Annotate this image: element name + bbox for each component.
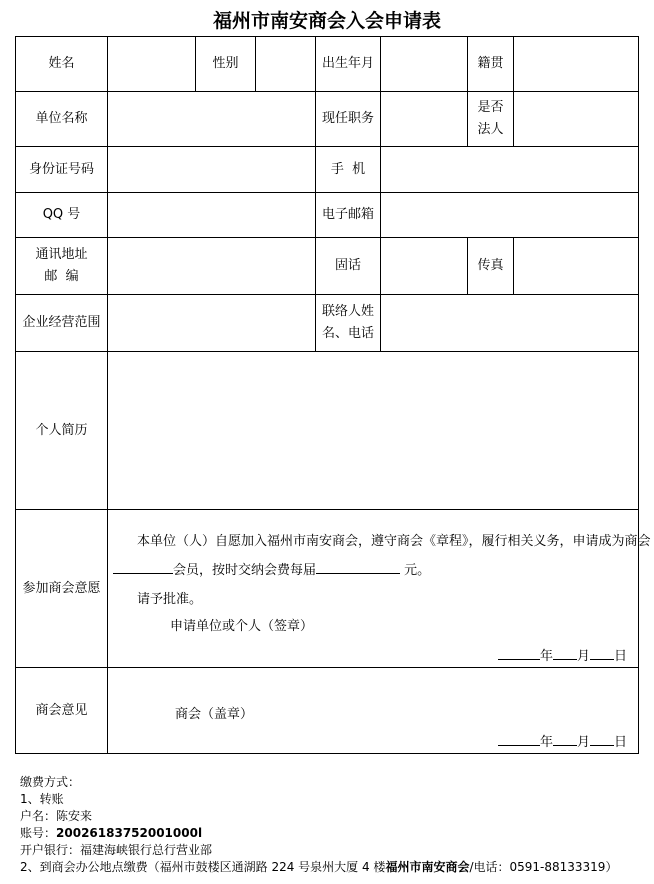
label-position: 现任职务 bbox=[321, 111, 374, 126]
office-org-name: 福州市南安商会 bbox=[385, 860, 470, 874]
fax-field[interactable] bbox=[514, 238, 638, 294]
office-address: 2、到商会办公地点缴费（福州市鼓楼区通湖路 224 号泉州大厦 4 楼 bbox=[20, 860, 386, 874]
intent-line3: 请予批准。 bbox=[137, 592, 203, 607]
label-contact-line1: 联络人姓 bbox=[321, 304, 374, 319]
label-fax: 传真 bbox=[477, 258, 504, 273]
intent-blank-type[interactable] bbox=[113, 560, 173, 574]
bank-name: 开户银行：福建海峡银行总行营业部 bbox=[20, 843, 213, 857]
label-address-postcode bbox=[16, 238, 107, 294]
payment-info bbox=[20, 774, 617, 876]
opinion-month-blank[interactable] bbox=[553, 732, 577, 746]
payment-item-transfer: 1、转账 bbox=[20, 792, 64, 806]
opinion-day: 日 bbox=[614, 735, 628, 750]
intent-year-blank[interactable] bbox=[498, 646, 540, 660]
payment-method: 缴费方式： bbox=[20, 775, 81, 789]
contact-field[interactable] bbox=[381, 295, 638, 351]
intent-month: 月 bbox=[577, 649, 591, 664]
id-number-field[interactable] bbox=[108, 147, 315, 192]
office-phone: /电话：0591-88133319） bbox=[469, 860, 618, 874]
label-business-scope: 企业经营范围 bbox=[22, 315, 101, 330]
company-field[interactable] bbox=[108, 92, 315, 146]
label-legal-line1: 是否 bbox=[477, 100, 504, 115]
label-native: 籍贯 bbox=[477, 56, 504, 71]
form-title: 福州市南安商会入会申请表 bbox=[212, 10, 441, 32]
payment-item-office bbox=[20, 859, 617, 876]
account-number-line bbox=[20, 825, 617, 842]
intent-line2-b: 元。 bbox=[404, 563, 431, 578]
label-resume: 个人简历 bbox=[35, 422, 88, 438]
label-legal-line2: 法人 bbox=[477, 122, 504, 137]
label-contact bbox=[316, 295, 380, 351]
opinion-stamp: 商会（盖章） bbox=[175, 707, 254, 722]
label-email: 电子邮箱 bbox=[321, 207, 374, 222]
legal-person-field[interactable] bbox=[514, 92, 638, 146]
opinion-year: 年 bbox=[540, 735, 554, 750]
email-field[interactable] bbox=[381, 193, 638, 237]
intent-month-blank[interactable] bbox=[553, 646, 577, 660]
opinion-year-blank[interactable] bbox=[498, 732, 540, 746]
intent-day: 日 bbox=[614, 649, 628, 664]
position-field[interactable] bbox=[381, 92, 467, 146]
label-legal-person bbox=[468, 92, 513, 146]
intent-date bbox=[498, 645, 627, 664]
mobile-field[interactable] bbox=[381, 147, 638, 192]
label-contact-line2: 名、电话 bbox=[321, 326, 374, 341]
intent-line1: 本单位（人）自愿加入福州市南安商会，遵守商会《章程》，履行相关义务，申请成为商会 bbox=[137, 534, 651, 549]
label-address: 通讯地址 bbox=[35, 247, 88, 262]
intent-day-blank[interactable] bbox=[590, 646, 614, 660]
label-company: 单位名称 bbox=[35, 111, 88, 126]
resume-field[interactable] bbox=[108, 352, 638, 509]
name-field[interactable] bbox=[108, 37, 195, 91]
label-postcode: 邮 编 bbox=[44, 269, 79, 284]
birth-field[interactable] bbox=[381, 37, 467, 91]
label-gender: 性别 bbox=[212, 56, 239, 71]
intent-line2-a: 会员，按时交纳会费每届 bbox=[173, 563, 317, 578]
qq-field[interactable] bbox=[108, 193, 315, 237]
label-phone: 固话 bbox=[334, 258, 361, 273]
opinion-date bbox=[498, 731, 627, 750]
account-number: 20026183752001000l bbox=[56, 826, 203, 840]
account-number-label: 账号： bbox=[20, 826, 57, 840]
intent-line2 bbox=[113, 559, 430, 578]
opinion-month: 月 bbox=[577, 735, 591, 750]
label-name: 姓名 bbox=[48, 56, 75, 71]
address-field[interactable] bbox=[108, 238, 315, 294]
label-id-number: 身份证号码 bbox=[28, 161, 94, 177]
label-mobile: 手 机 bbox=[330, 161, 366, 177]
intent-blank-fee[interactable] bbox=[316, 560, 400, 574]
business-scope-field[interactable] bbox=[108, 295, 315, 351]
opinion-day-blank[interactable] bbox=[590, 732, 614, 746]
intent-year: 年 bbox=[540, 649, 554, 664]
gender-field[interactable] bbox=[256, 37, 315, 91]
label-qq: QQ 号 bbox=[42, 207, 81, 222]
intent-sign: 申请单位或个人（签章） bbox=[170, 619, 314, 634]
phone-field[interactable] bbox=[381, 238, 467, 294]
native-field[interactable] bbox=[514, 37, 638, 91]
account-name: 户名：陈安来 bbox=[20, 809, 93, 823]
label-opinion: 商会意见 bbox=[35, 702, 88, 718]
label-birth: 出生年月 bbox=[321, 56, 374, 71]
label-intent: 参加商会意愿 bbox=[22, 580, 101, 596]
